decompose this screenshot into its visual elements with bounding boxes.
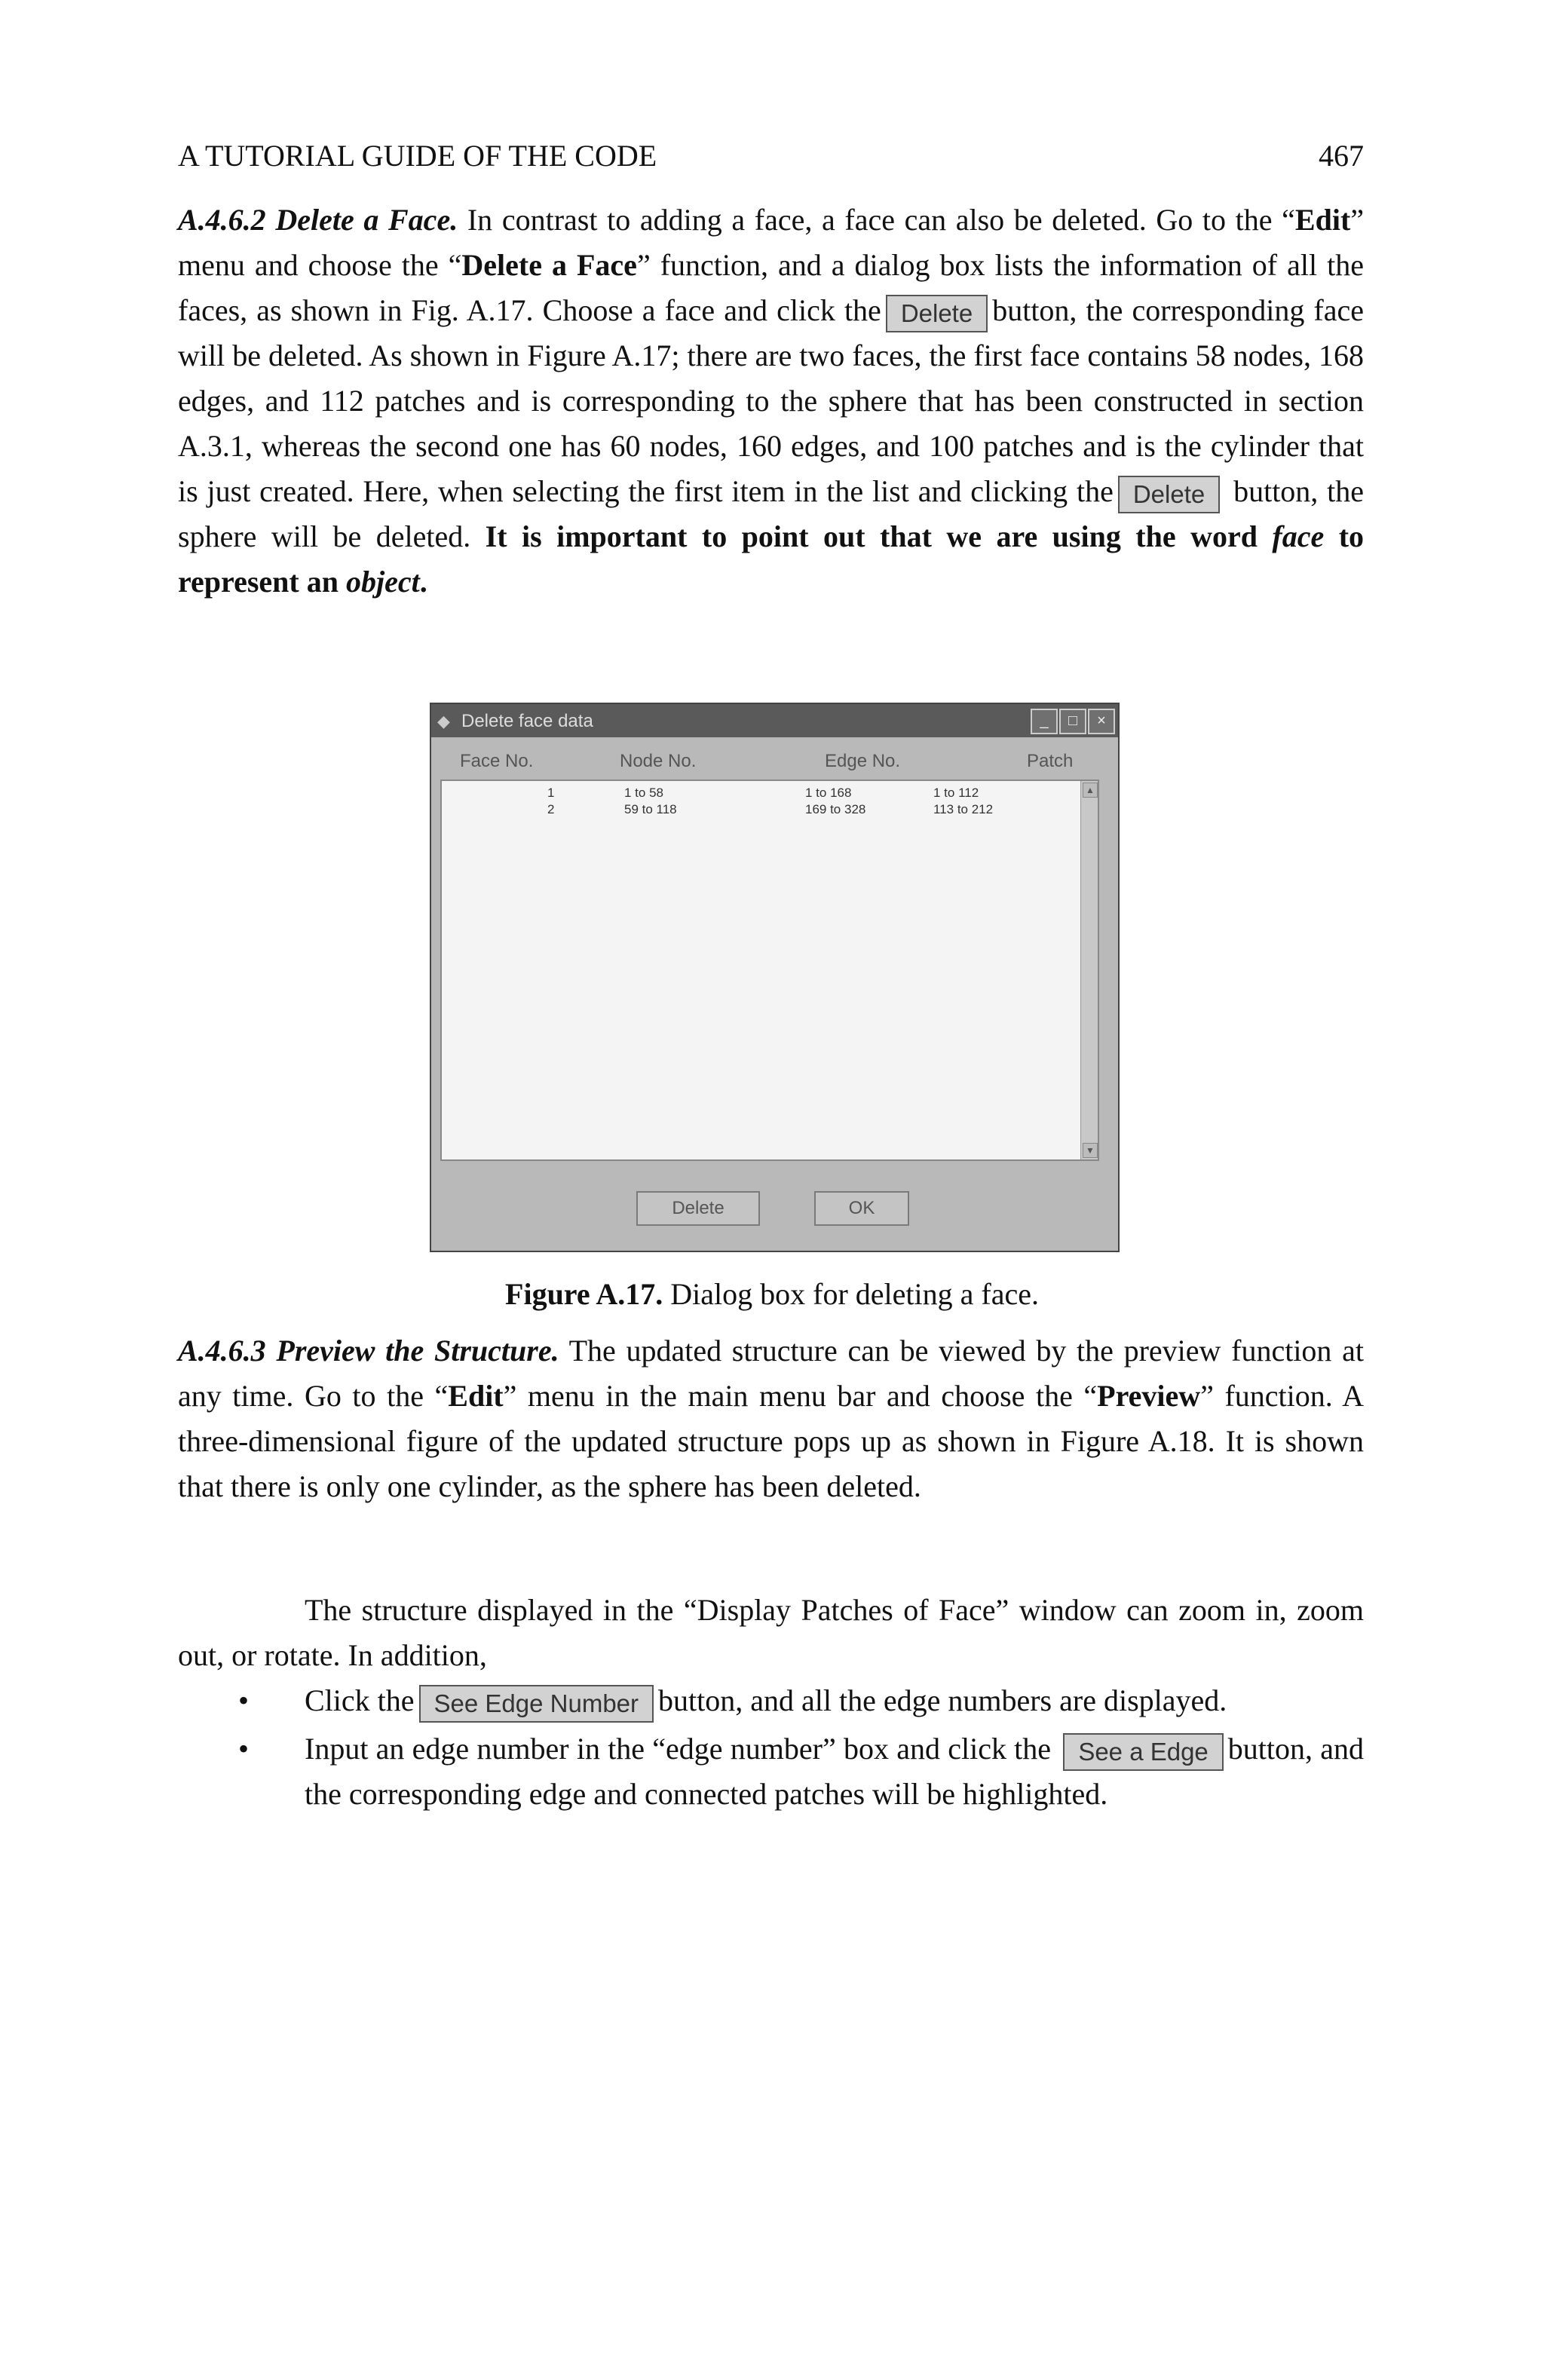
edit-menu-ref: Edit [1294,203,1351,237]
inline-delete-button: Delete [1118,476,1220,513]
cell-nodes: 1 to 58 [624,786,663,800]
cell-edges: 169 to 328 [805,802,866,816]
minimize-button[interactable]: _ [1031,709,1058,734]
face-word: face [1272,519,1325,553]
figure-a17 [430,703,1120,1252]
header-edge-no: Edge No. [825,751,901,771]
bullet-text: button, and the corresponding edge and connected patches will be highlighted. [305,1732,1365,1811]
inline-delete-button: Delete [886,295,988,332]
inline-see-edge-number-button: See Edge Number [419,1685,654,1723]
close-button[interactable]: × [1088,709,1115,734]
list-row[interactable] [442,786,1080,804]
cell-patches: 113 to 212 [933,802,994,816]
cell-face: 2 [547,802,555,816]
dialog-titlebar[interactable] [431,704,1118,737]
delete-button[interactable]: Delete [636,1191,760,1226]
body-text: ” menu and choose the “ [178,203,1365,282]
figure-caption [0,1276,1544,1312]
delete-face-dialog [430,703,1120,1252]
body-text: In contrast to adding a face, a face can also be deleted. Go to the “ [467,203,1295,237]
paragraph-delete-face [178,198,1364,605]
maximize-button[interactable]: □ [1059,709,1086,734]
ok-button[interactable]: OK [814,1191,909,1226]
figure-caption-text: Dialog box for deleting a face. [670,1277,1039,1311]
preview-ref: Preview [1097,1379,1201,1413]
inline-see-a-edge-button: See a Edge [1063,1733,1223,1771]
bullet-text: Input an edge number in the “edge number” box and click the [305,1732,1052,1766]
scroll-up-icon[interactable]: ▲ [1083,783,1098,798]
object-word: object [345,565,420,599]
body-text: ” function. A three-dimensional figure of the updated structure pops up as shown in Figure A.18. It is shown that there is only one cylinder, as the sphere has been deleted. [178,1379,1365,1503]
body-text: ” function, and a dialog box lists the information of all the faces, as shown in Fig. A.17. Choose a face and click the [178,248,1364,327]
running-header [178,138,1364,179]
column-headers [440,751,1109,773]
bullet-icon: • [238,1683,250,1717]
header-node-no: Node No. [620,751,697,771]
bullet-text: button, and all the edge numbers are displayed. [658,1683,1227,1717]
list-item [178,1726,1364,1817]
bold-note: It is important to point out that we are using the word [485,519,1258,553]
window-icon: ◆ [437,712,450,731]
section-number: A.4.6.2 [178,203,266,237]
body-text: The updated structure can be viewed by the preview function at any time. Go to the “ [178,1334,1365,1413]
vertical-scrollbar[interactable] [1080,781,1098,1159]
scroll-down-icon[interactable]: ▼ [1083,1143,1098,1158]
bullet-list [178,1678,1364,1820]
header-patch: Patch [1027,751,1074,771]
paragraph-display: The structure displayed in the “Display Patches of Face” window can zoom in, zoom out, or rotate. In addition, [178,1593,1364,1672]
running-title: A TUTORIAL GUIDE OF THE CODE [178,139,657,173]
list-row[interactable] [442,802,1080,820]
delete-face-ref: Delete a Face [461,248,637,282]
cell-edges: 1 to 168 [805,786,852,800]
edit-menu-ref: Edit [448,1379,504,1413]
section-title: Delete a Face. [275,203,458,237]
list-item [178,1678,1364,1723]
body-text: button, the sphere will be deleted. [178,474,1365,553]
bullet-text: Click the [305,1683,415,1717]
page-number: 467 [1319,139,1364,173]
cell-patches: 1 to 112 [933,786,979,800]
body-text: button, the corresponding face will be deleted. As shown in Figure A.17; there are two faces, the first face contains 58 nodes, 168 edges, and 112 patches and is corresponding to the sphere that has been constructed in section A.3.1, whereas the second one has 60 nodes, 160 edges, and 100 patches and is the cylinder that is just created. Here, when selecting the first item in the list and clicking the [178,293,1364,508]
bullet-icon: • [238,1732,250,1766]
bold-period: . [419,565,427,599]
body-text: ” menu in the main menu bar and choose the “ [503,1379,1098,1413]
cell-face: 1 [547,786,555,800]
section-number: A.4.6.3 [178,1334,266,1368]
section-title: Preview the Structure. [276,1334,559,1368]
cell-nodes: 59 to 118 [624,802,677,816]
bold-note: to represent an [178,519,1365,599]
face-listbox[interactable] [440,780,1099,1161]
figure-label: Figure A.17. [505,1277,663,1311]
dialog-title: Delete face data [461,711,593,731]
header-face-no: Face No. [460,751,534,771]
paragraph-preview [178,1328,1364,1509]
